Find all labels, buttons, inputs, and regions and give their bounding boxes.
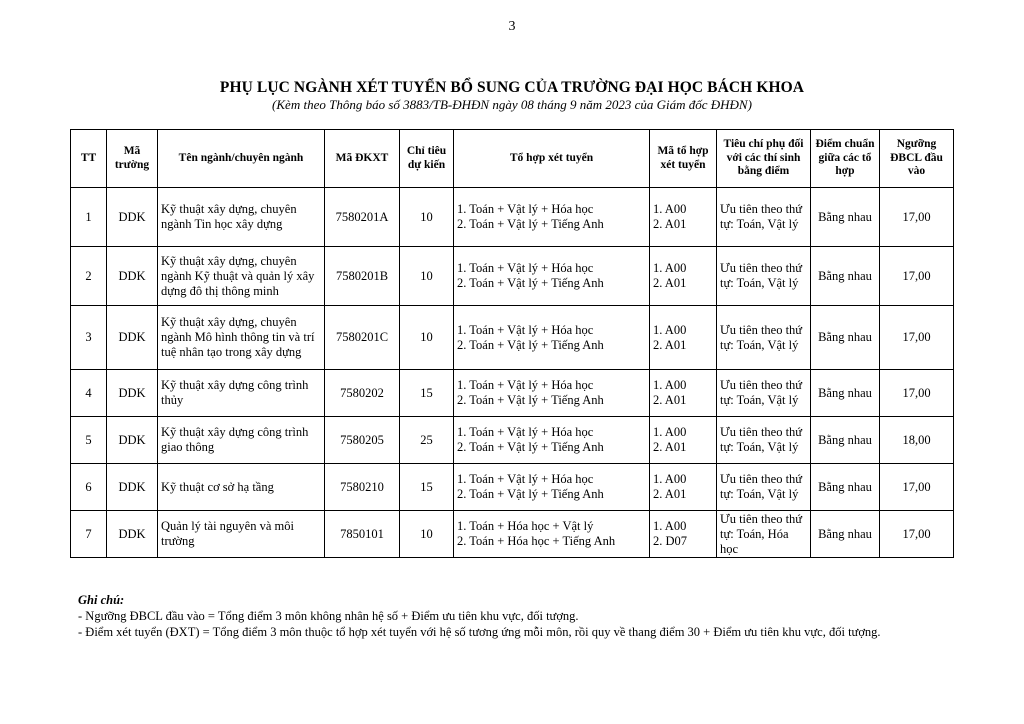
threshold-score: 17,00 <box>880 511 954 558</box>
header-school-code: Mã trường <box>107 130 158 188</box>
quota: 10 <box>400 247 454 306</box>
combination-cell <box>454 511 650 558</box>
combination-2: 2. Toán + Vật lý + Tiếng Anh <box>457 217 604 231</box>
combination-2: 2. Toán + Vật lý + Tiếng Anh <box>457 487 604 501</box>
combination-1: 1. Toán + Vật lý + Hóa học <box>457 322 594 337</box>
table-row <box>71 188 954 247</box>
tiebreak-criteria: Ưu tiên theo thứ tự: Toán, Vật lý <box>717 247 811 306</box>
school-code: DDK <box>107 370 158 417</box>
header-major: Tên ngành/chuyên ngành <box>158 130 325 188</box>
registration-code: 7850101 <box>325 511 400 558</box>
combination-code-1: 1. A00 <box>653 322 687 337</box>
combination-code-1: 1. A00 <box>653 519 687 533</box>
table-row <box>71 417 954 464</box>
combination-code-1: 1. A00 <box>653 261 687 275</box>
combination-code-cell <box>650 511 717 558</box>
combination-code-2: 2. A01 <box>653 276 687 290</box>
combination-code-cell <box>650 188 717 247</box>
table-row <box>71 464 954 511</box>
row-index: 6 <box>71 464 107 511</box>
page-number: 3 <box>508 19 516 34</box>
major-name: Quản lý tài nguyên và môi trường <box>158 511 325 558</box>
row-index: 4 <box>71 370 107 417</box>
major-name: Kỹ thuật cơ sở hạ tầng <box>158 464 325 511</box>
quota: 10 <box>400 511 454 558</box>
combination-2: 2. Toán + Hóa học + Tiếng Anh <box>457 534 616 548</box>
school-code: DDK <box>107 464 158 511</box>
combination-2: 2. Toán + Vật lý + Tiếng Anh <box>457 393 604 407</box>
header-combination-code: Mã tổ hợp xét tuyển <box>650 130 717 188</box>
combination-code-2: 2. D07 <box>653 534 688 548</box>
table-row <box>71 306 954 370</box>
school-code: DDK <box>107 511 158 558</box>
combination-1: 1. Toán + Hóa học + Vật lý <box>457 519 594 533</box>
combination-code-1: 1. A00 <box>653 378 687 392</box>
combination-2: 2. Toán + Vật lý + Tiếng Anh <box>457 440 604 454</box>
combination-1: 1. Toán + Vật lý + Hóa học <box>457 425 594 439</box>
header-tt: TT <box>71 130 107 188</box>
equal-score: Bằng nhau <box>811 370 880 417</box>
registration-code: 7580201A <box>325 188 400 247</box>
equal-score: Bằng nhau <box>811 247 880 306</box>
equal-score: Bằng nhau <box>811 417 880 464</box>
note-line: - Điểm xét tuyển (ĐXT) = Tổng điểm 3 môn thuộc tổ hợp xét tuyển với hệ số tương ứng mỗi môn, rồi quy về thang điểm 30 + Điểm ưu tiên khu vực, đối tượng. <box>78 625 881 639</box>
header-equal-score: Điểm chuẩn giữa các tổ hợp <box>811 130 880 188</box>
tiebreak-criteria: Ưu tiên theo thứ tự: Toán, Vật lý <box>717 370 811 417</box>
registration-code: 7580202 <box>325 370 400 417</box>
school-code: DDK <box>107 188 158 247</box>
table-row <box>71 247 954 306</box>
tiebreak-criteria: Ưu tiên theo thứ tự: Toán, Hóa học <box>717 511 811 558</box>
combination-cell <box>454 464 650 511</box>
quota: 10 <box>400 188 454 247</box>
combination-code-2: 2. A01 <box>653 487 687 501</box>
school-code: DDK <box>107 417 158 464</box>
school-code: DDK <box>107 247 158 306</box>
threshold-score: 18,00 <box>880 417 954 464</box>
row-index: 1 <box>71 188 107 247</box>
equal-score: Bằng nhau <box>811 306 880 370</box>
combination-cell <box>454 417 650 464</box>
quota: 15 <box>400 464 454 511</box>
combination-code-2: 2. A01 <box>653 337 687 352</box>
combination-1: 1. Toán + Vật lý + Hóa học <box>457 261 594 275</box>
threshold-score: 17,00 <box>880 464 954 511</box>
registration-code: 7580210 <box>325 464 400 511</box>
tiebreak-criteria: Ưu tiên theo thứ tự: Toán, Vật lý <box>717 306 811 370</box>
combination-code-cell <box>650 464 717 511</box>
equal-score: Bằng nhau <box>811 188 880 247</box>
combination-code-1: 1. A00 <box>653 472 687 486</box>
table-row <box>71 511 954 558</box>
quota: 15 <box>400 370 454 417</box>
notes-section <box>78 592 881 640</box>
combination-code-cell <box>650 417 717 464</box>
combination-code-1: 1. A00 <box>653 425 687 439</box>
combination-code-2: 2. A01 <box>653 217 687 231</box>
combination-code-cell <box>650 247 717 306</box>
row-index: 7 <box>71 511 107 558</box>
document-subtitle: (Kèm theo Thông báo số 3883/TB-ĐHĐN ngày 08 tháng 9 năm 2023 của Giám đốc ĐHĐN) <box>272 97 752 112</box>
combination-cell <box>454 247 650 306</box>
equal-score: Bằng nhau <box>811 511 880 558</box>
major-name: Kỹ thuật xây dựng, chuyên ngành Tin học xây dựng <box>158 188 325 247</box>
header-tiebreak: Tiêu chí phụ đối với các thí sinh bằng điểm <box>717 130 811 188</box>
major-name: Kỹ thuật xây dựng, chuyên ngành Kỹ thuật và quản lý xây dựng đô thị thông minh <box>158 247 325 306</box>
registration-code: 7580201C <box>325 306 400 370</box>
header-threshold: Ngưỡng ĐBCL đầu vào <box>880 130 954 188</box>
major-name: Kỹ thuật xây dựng công trình giao thông <box>158 417 325 464</box>
row-index: 5 <box>71 417 107 464</box>
combination-code-cell <box>650 306 717 370</box>
combination-code-1: 1. A00 <box>653 202 687 216</box>
combination-2: 2. Toán + Vật lý + Tiếng Anh <box>457 337 604 352</box>
combination-1: 1. Toán + Vật lý + Hóa học <box>457 378 594 392</box>
admission-table <box>70 129 954 558</box>
tiebreak-criteria: Ưu tiên theo thứ tự: Toán, Vật lý <box>717 417 811 464</box>
combination-code-cell <box>650 370 717 417</box>
header-reg-code: Mã ĐKXT <box>325 130 400 188</box>
document-title: PHỤ LỤC NGÀNH XÉT TUYỂN BỔ SUNG CỦA TRƯỜNG ĐẠI HỌC BÁCH KHOA <box>219 79 805 96</box>
row-index: 3 <box>71 306 107 370</box>
threshold-score: 17,00 <box>880 188 954 247</box>
registration-code: 7580205 <box>325 417 400 464</box>
quota: 10 <box>400 306 454 370</box>
threshold-score: 17,00 <box>880 370 954 417</box>
registration-code: 7580201B <box>325 247 400 306</box>
combination-cell <box>454 370 650 417</box>
header-quota: Chỉ tiêu dự kiến <box>400 130 454 188</box>
threshold-score: 17,00 <box>880 247 954 306</box>
combination-code-2: 2. A01 <box>653 440 687 454</box>
quota: 25 <box>400 417 454 464</box>
note-line: - Ngưỡng ĐBCL đầu vào = Tổng điểm 3 môn không nhân hệ số + Điểm ưu tiên khu vực, đối tượng. <box>78 609 579 623</box>
tiebreak-criteria: Ưu tiên theo thứ tự: Toán, Vật lý <box>717 188 811 247</box>
combination-1: 1. Toán + Vật lý + Hóa học <box>457 202 594 216</box>
notes-title: Ghi chú: <box>78 593 125 607</box>
header-combination: Tổ hợp xét tuyển <box>454 130 650 188</box>
major-name: Kỹ thuật xây dựng công trình thủy <box>158 370 325 417</box>
table-header-row <box>71 130 954 188</box>
table-row <box>71 370 954 417</box>
combination-cell <box>454 188 650 247</box>
combination-1: 1. Toán + Vật lý + Hóa học <box>457 472 594 486</box>
combination-2: 2. Toán + Vật lý + Tiếng Anh <box>457 276 604 290</box>
school-code: DDK <box>107 306 158 370</box>
threshold-score: 17,00 <box>880 306 954 370</box>
major-name: Kỹ thuật xây dựng, chuyên ngành Mô hình thông tin và trí tuệ nhân tạo trong xây dựng <box>158 306 325 370</box>
tiebreak-criteria: Ưu tiên theo thứ tự: Toán, Vật lý <box>717 464 811 511</box>
row-index: 2 <box>71 247 107 306</box>
combination-cell <box>454 306 650 370</box>
equal-score: Bằng nhau <box>811 464 880 511</box>
combination-code-2: 2. A01 <box>653 393 687 407</box>
